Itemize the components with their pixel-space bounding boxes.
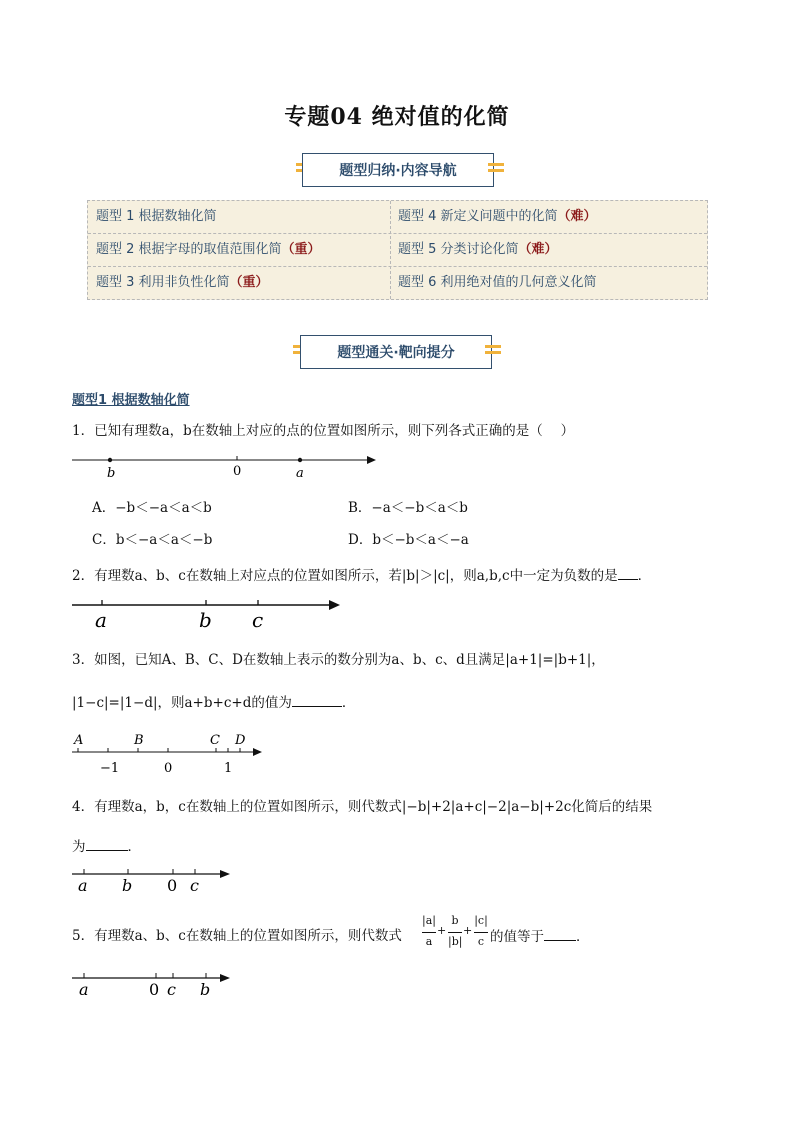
label-b: b: [200, 980, 211, 999]
label-a: a: [95, 608, 107, 632]
toc-item-type5[interactable]: [390, 234, 707, 266]
toc-item-label: 题型 3 利用非负性化简: [96, 275, 230, 290]
option-b[interactable]: B．−a＜−b＜a＜b: [348, 500, 468, 516]
label-c: c: [190, 876, 199, 895]
question-1-text: 1．已知有理数a，b在数轴上对应的点的位置如图所示，则下列各式正确的是（ ）: [72, 423, 575, 439]
plus-sign: +: [437, 924, 447, 937]
question-2-text: [72, 565, 651, 586]
fraction-3-denominator: c: [477, 935, 485, 948]
banner-practice: 题型通关·靶向提分: [300, 335, 492, 369]
banner-right-decoration: [488, 163, 504, 175]
banner-right-decoration: [485, 345, 501, 357]
label-1: 1: [224, 761, 233, 776]
label-b: b: [199, 608, 212, 632]
label-c: c: [252, 608, 264, 632]
toc-item-label: 题型 5 分类讨论化简: [398, 242, 519, 257]
question-5-stem-end: 的值等于: [490, 929, 544, 945]
label-a: a: [79, 980, 89, 999]
plus-sign: +: [463, 924, 473, 937]
toc-item-type6[interactable]: [390, 267, 707, 299]
toc-item-type1[interactable]: [88, 201, 390, 233]
question-2-stem: 2．有理数a、b、c在数轴上对应点的位置如图所示，若|b|＞|c|，则a,b,c中一定为负数的是: [72, 568, 618, 584]
toc-item-label: 题型 6 利用绝对值的几何意义化简: [398, 275, 597, 290]
fraction-2-denominator: |b|: [448, 935, 463, 948]
question-4-tail: ．: [127, 839, 141, 855]
page-title: 专题04 绝对值的化简: [284, 104, 510, 130]
answer-blank[interactable]: [618, 565, 638, 580]
question-4-number-line: [70, 864, 240, 896]
question-4-stem: 为: [72, 839, 86, 855]
question-4-line1: 4．有理数a，b，c在数轴上的位置如图所示，则代数式|−b|+2|a+c|−2|a−b|+2c化简后的结果: [72, 799, 653, 815]
label-a: a: [78, 876, 88, 895]
fraction-1-numerator: |a|: [422, 914, 436, 927]
label-b: b: [122, 876, 133, 895]
point-a: [298, 458, 302, 462]
toc-item-label: 题型 1 根据数轴化简: [96, 209, 217, 224]
label-a: a: [296, 466, 304, 481]
label-A: A: [74, 733, 84, 748]
label-C: C: [210, 733, 220, 748]
label-B: B: [134, 733, 144, 748]
question-2-number-line: [70, 595, 350, 635]
question-4-line2: [72, 836, 141, 857]
toc-item-label: 题型 4 新定义问题中的化简: [398, 209, 558, 224]
answer-blank[interactable]: [292, 692, 342, 707]
question-3-number-line: [70, 728, 270, 776]
fraction-1-denominator: a: [425, 935, 433, 948]
toc-item-tag: （难）: [557, 209, 597, 224]
toc-table: [87, 200, 708, 300]
fraction-3-numerator: |c|: [474, 914, 488, 927]
label-0: 0: [164, 761, 173, 776]
label-D: D: [235, 733, 246, 748]
toc-item-label: 题型 2 根据字母的取值范围化简: [96, 242, 282, 257]
question-5-tail: ．: [576, 929, 590, 945]
question-1-number-line: [70, 450, 380, 482]
label-b: b: [107, 466, 116, 481]
label-0: 0: [149, 980, 160, 999]
fraction-2-numerator: b: [451, 914, 459, 927]
question-3-stem: |1−c|=|1−d|，则a+b+c+d的值为: [72, 695, 292, 711]
option-c[interactable]: C．b＜−a＜a＜−b: [92, 532, 213, 548]
question-3-tail: ．: [341, 695, 356, 711]
label-c: c: [167, 980, 176, 999]
question-5-tail-text: [490, 926, 590, 947]
question-2-tail: ．: [637, 568, 652, 584]
question-5-stem: 5．有理数a、b、c在数轴上的位置如图所示，则代数式: [72, 928, 402, 944]
toc-item-tag: （难）: [518, 242, 558, 257]
toc-item-tag: （重）: [281, 242, 321, 257]
toc-item-tag: （重）: [229, 275, 269, 290]
toc-item-type2[interactable]: [88, 234, 390, 266]
question-5-number-line: [70, 968, 240, 1000]
label-0: 0: [167, 876, 178, 895]
option-a[interactable]: A．−b＜−a＜a＜b: [92, 500, 212, 516]
question-3-line1: 3．如图，已知A、B、C、D在数轴上表示的数分别为a、b、c、d且满足|a+1|=|b+1|，: [72, 652, 605, 668]
toc-item-type4[interactable]: [390, 201, 707, 233]
toc-item-type3[interactable]: [88, 267, 390, 299]
question-5-expression: [422, 912, 490, 954]
label-0: 0: [233, 464, 242, 479]
point-b: [108, 458, 112, 462]
answer-blank[interactable]: [544, 926, 576, 941]
banner-toc: 题型归纳·内容导航: [302, 153, 494, 187]
question-3-line2: [72, 692, 355, 713]
label-neg1: −1: [100, 761, 120, 776]
answer-blank[interactable]: [86, 836, 128, 851]
section-heading[interactable]: 题型1 根据数轴化简: [72, 393, 190, 408]
option-d[interactable]: D．b＜−b＜a＜−a: [348, 532, 469, 548]
